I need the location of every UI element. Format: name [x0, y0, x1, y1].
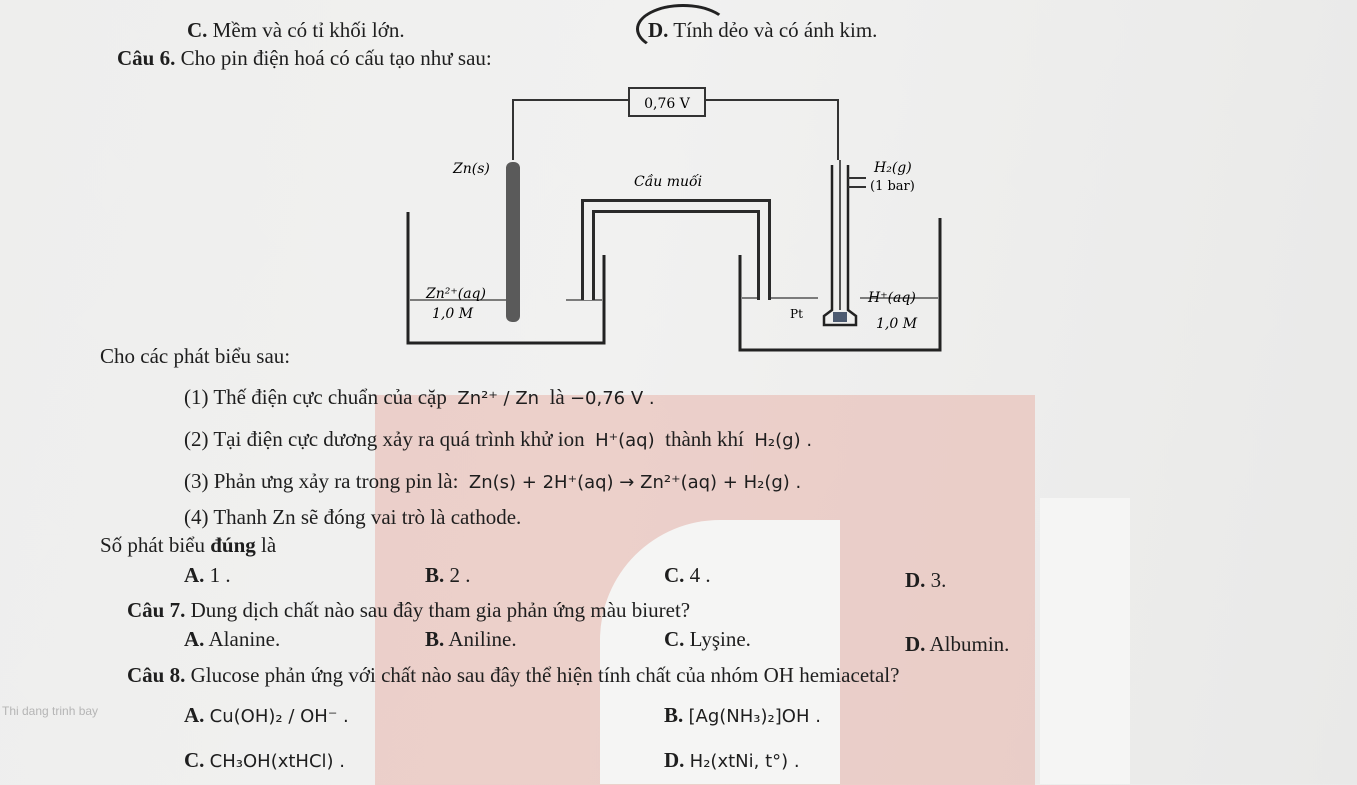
zn-electrode-label: Zn(s): [453, 161, 490, 177]
q5-option-d: D. Tính dẻo và có ánh kim.: [648, 18, 878, 42]
q6-option-b: B. 2 .: [425, 563, 471, 587]
q8-option-a: A. Cu(OH)₂ / OH⁻ .: [184, 703, 349, 727]
h-concentration-label: 1,0 M: [876, 316, 918, 332]
h2-label: H₂(g): [874, 160, 912, 176]
pt-label: Pt: [790, 307, 803, 321]
q8-option-c: C. CH₃OH(xtHCl) .: [184, 748, 345, 772]
q7-option-b: B. Aniline.: [425, 627, 517, 651]
salt-bridge: [588, 206, 764, 300]
salt-bridge-label: Cầu muối: [634, 174, 703, 190]
q6-option-a: A. 1 .: [184, 563, 231, 587]
q7-stem: Câu 7. Dung dịch chất nào sau đây tham gia phản ứng màu biuret?: [127, 598, 691, 622]
q6-option-c: C. 4 .: [664, 563, 711, 587]
zn-electrode: [506, 162, 520, 322]
q6-stem: Câu 6. Cho pin điện hoá có cấu tạo như sau:: [117, 46, 492, 70]
q7-option-d: D. Albumin.: [905, 632, 1010, 656]
q8-option-b: B. [Ag(NH₃)₂]OH .: [664, 703, 821, 727]
zn-concentration-label: 1,0 M: [432, 306, 474, 322]
q6-ask: Số phát biểu đúng là: [100, 533, 277, 557]
h-solution-label: H⁺(aq): [868, 290, 916, 306]
voltage-label: 0,76 V: [644, 96, 690, 112]
q8-stem: Câu 8. Glucose phản ứng với chất nào sau đây thể hiện tính chất của nhóm OH hemiacetal?: [127, 663, 900, 687]
statement-3: (3) Phản ưng xảy ra trong pin là: Zn(s) + 2H⁺(aq) → Zn²⁺(aq) + H₂(g) .: [184, 469, 802, 493]
statement-4: (4) Thanh Zn sẽ đóng vai trò là cathode.: [184, 505, 522, 529]
q5-option-c: C. Mềm và có tỉ khối lớn.: [187, 18, 405, 42]
q7-option-a: A. Alanine.: [184, 627, 281, 651]
pt-electrode: [833, 312, 847, 322]
zn-solution-label: Zn²⁺(aq): [426, 286, 486, 302]
q6-option-d: D. 3.: [905, 568, 947, 592]
h2-pressure-label: (1 bar): [870, 179, 915, 194]
q8-option-d: D. H₂(xtNi, t°) .: [664, 748, 800, 772]
statement-1: (1) Thế điện cực chuẩn của cặp Zn²⁺ / Zn là −0,76 V .: [184, 385, 655, 409]
statement-2: (2) Tại điện cực dương xảy ra quá trình khử ion H⁺(aq) thành khí H₂(g) .: [184, 427, 813, 451]
q6-intro: Cho các phát biểu sau:: [100, 344, 291, 368]
side-watermark-text: Thi dang trinh bay: [2, 704, 99, 718]
q7-option-c: C. Lyşine.: [664, 627, 751, 651]
